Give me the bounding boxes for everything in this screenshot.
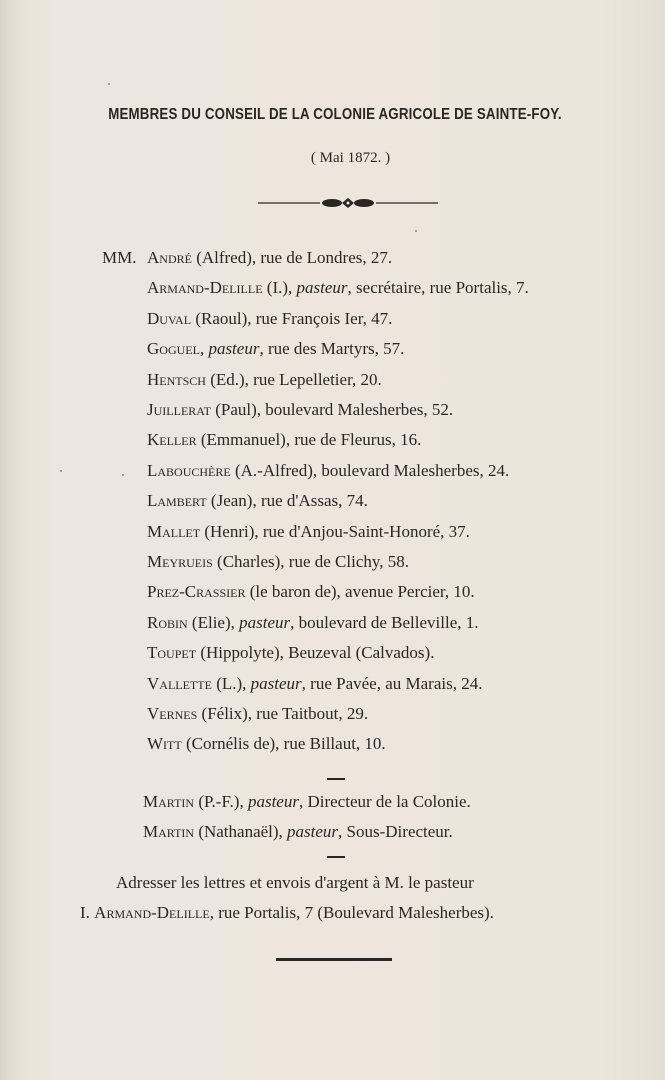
member-detail: (L.), [211, 673, 251, 693]
member-detail: (I.), [262, 278, 297, 298]
member-detail: (Henri), rue d'Anjou-Saint-Honoré, 37. [200, 521, 470, 541]
member-detail: (P.-F.), [194, 792, 248, 811]
member-detail: (Jean), rue d'Assas, 74. [206, 491, 368, 511]
mm-prefix: MM. [102, 248, 137, 267]
member-detail: (Elie), [187, 612, 240, 632]
closing-line-2 [80, 903, 494, 923]
member-entry [147, 613, 479, 633]
member-entry [147, 674, 482, 694]
member-entry [147, 734, 386, 754]
member-detail: (Félix), rue Taitbout, 29. [197, 704, 369, 723]
member-detail: (Paul), boulevard Malesherbes, 52. [210, 400, 454, 419]
director-entry [143, 792, 471, 812]
closing-rule [276, 958, 392, 961]
member-role: pasteur [250, 673, 302, 693]
member-entry [147, 339, 404, 359]
director-entry [143, 822, 453, 842]
member-entry [147, 400, 453, 420]
member-role: pasteur [208, 339, 260, 359]
member-detail: (Hippolyte), Beuzeval (Calvados). [196, 643, 435, 663]
separator-dash [327, 856, 345, 858]
member-detail: (Ed.), rue Lepelletier, 20. [205, 369, 382, 389]
paper-speck [108, 83, 110, 85]
closing-name: Armand-Delille [94, 903, 210, 922]
member-entry [147, 248, 392, 268]
ornament-divider [258, 196, 438, 210]
member-detail: (Nathanaël), [194, 822, 288, 841]
member-detail: (Emmanuel), rue de Fleurus, 16. [196, 430, 422, 450]
member-name: Toupet [147, 643, 197, 663]
member-name: Robin [147, 612, 188, 632]
closing-prefix: I. [80, 903, 95, 922]
member-name: Mallet [147, 521, 201, 541]
member-name: Prez-Crassier [147, 582, 246, 602]
member-name: Martin [143, 792, 195, 811]
member-address: , rue des Martyrs, 57. [259, 339, 405, 359]
member-entry [147, 704, 368, 724]
member-entry [147, 522, 470, 542]
member-address: , secrétaire, rue Portalis, 7. [347, 278, 529, 298]
member-entry [147, 309, 392, 329]
member-name: Martin [143, 822, 195, 841]
member-entry [147, 430, 421, 450]
paper-speck [60, 470, 62, 472]
paper-speck [122, 474, 124, 476]
member-name: André [147, 248, 192, 267]
member-name: Armand-Delille [147, 278, 263, 298]
member-detail: (A.-Alfred), boulevard Malesherbes, 24. [230, 460, 510, 480]
member-address: , Directeur de la Colonie. [298, 792, 471, 811]
member-name: Vernes [147, 704, 198, 723]
member-detail: (Charles), rue de Clichy, 58. [212, 552, 410, 571]
separator-dash [327, 778, 345, 780]
member-address: , boulevard de Belleville, 1. [290, 612, 479, 632]
member-name: Meyrueis [147, 552, 213, 571]
member-detail: (Alfred), rue de Londres, 27. [191, 248, 393, 267]
member-name: Goguel [147, 339, 200, 359]
member-name: Duval [147, 308, 192, 328]
member-entry [147, 370, 382, 390]
page-title: MEMBRES DU CONSEIL DE LA COLONIE AGRICOLE DE SAINTE-FOY. [108, 106, 562, 123]
member-name: Witt [147, 734, 182, 754]
member-role: pasteur [296, 278, 348, 298]
member-name: Lambert [147, 491, 207, 511]
member-address: , Sous-Directeur. [338, 822, 453, 841]
member-name: Vallette [147, 673, 212, 693]
member-detail: (Raoul), rue François Ier, 47. [191, 308, 393, 328]
member-address: , rue Pavée, au Marais, 24. [301, 673, 483, 693]
member-entry [147, 278, 529, 298]
closing-address: , rue Portalis, 7 (Boulevard Malesherbes). [209, 903, 494, 922]
member-detail: (Cornélis de), rue Billaut, 10. [181, 734, 386, 754]
member-role: pasteur [287, 822, 339, 841]
member-detail: (le baron de), avenue Percier, 10. [245, 582, 475, 602]
member-detail: , [199, 339, 209, 359]
member-entry [147, 582, 475, 602]
member-name: Keller [147, 430, 197, 450]
member-entry [147, 461, 509, 481]
member-entry [147, 552, 409, 572]
closing-line-1: Adresser les lettres et envois d'argent à M. le pasteur [116, 873, 474, 892]
member-role: pasteur [247, 792, 299, 811]
member-entry [147, 491, 368, 511]
member-name: Juillerat [147, 400, 211, 419]
date-line: ( Mai 1872. ) [310, 150, 391, 166]
member-name: Labouchère [147, 460, 231, 480]
paper-speck [415, 230, 417, 232]
member-entry [147, 643, 434, 663]
member-name: Hentsch [147, 369, 206, 389]
member-role: pasteur [239, 612, 291, 632]
